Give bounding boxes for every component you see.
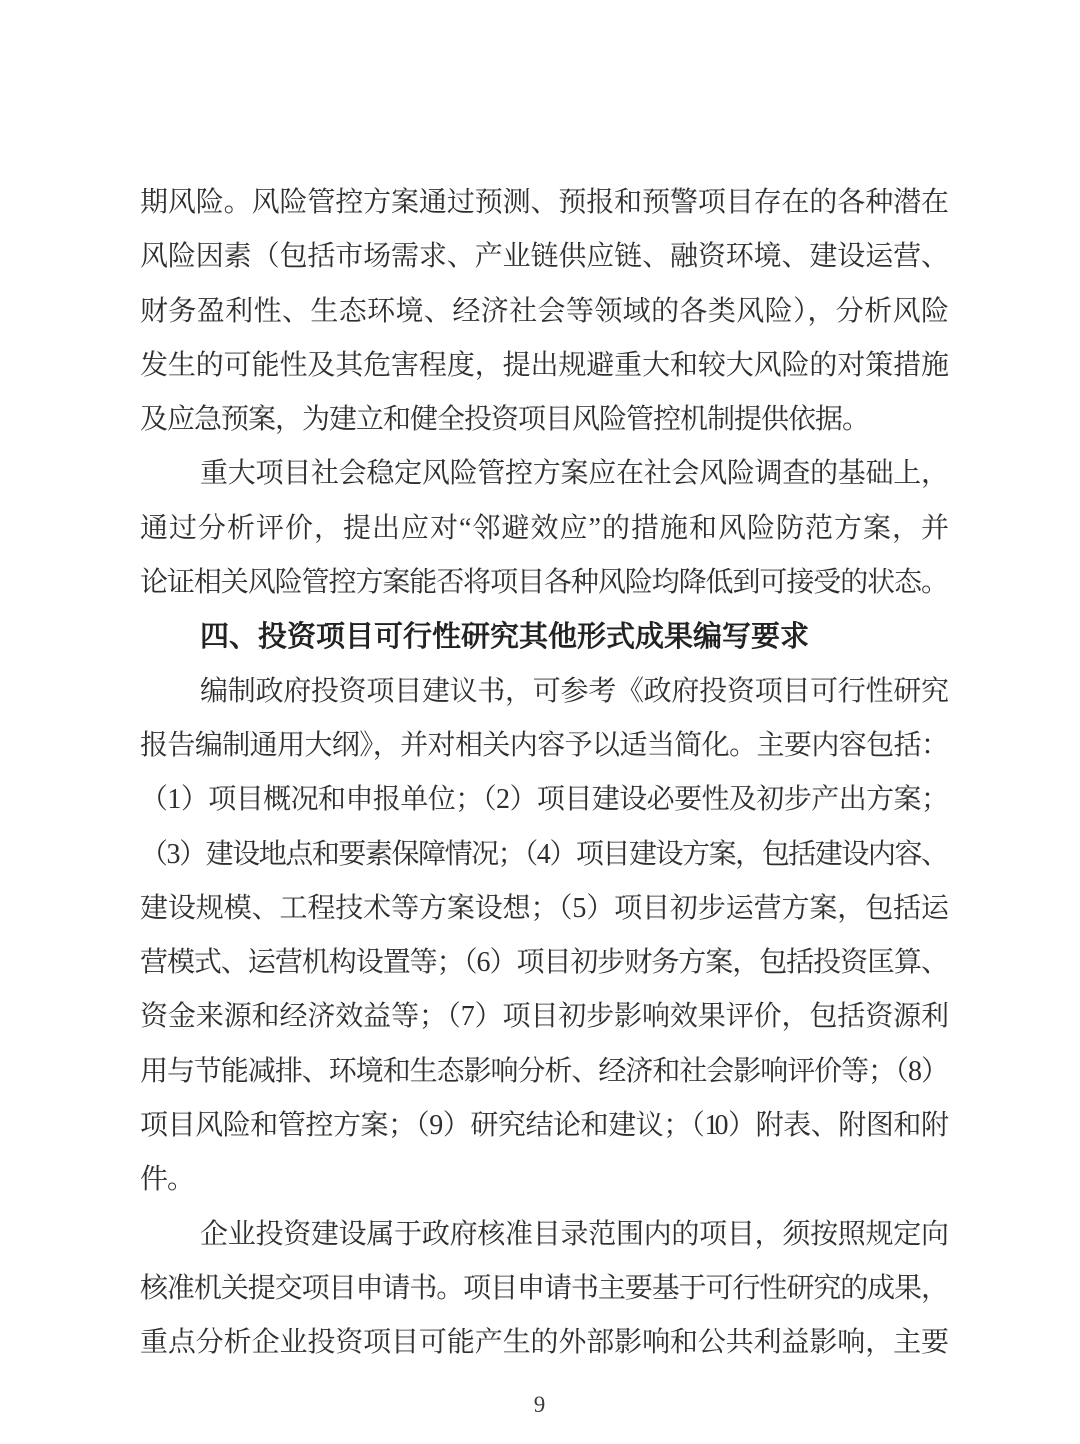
text-line: 重点分析企业投资项目可能产生的外部影响和公共利益影响，主要 bbox=[140, 1327, 945, 1359]
text-line: 报告编制通用大纲》，并对相关内容予以适当简化。主要内容包括： bbox=[140, 729, 945, 761]
page-number: 9 bbox=[533, 1392, 547, 1417]
body-text bbox=[140, 176, 945, 1371]
text-line: 发生的可能性及其危害程度，提出规避重大和较大风险的对策措施 bbox=[140, 349, 945, 381]
text-line: 营模式、运营机构设置等；（6）项目初步财务方案，包括投资匡算、 bbox=[140, 947, 945, 979]
text-line: 财务盈利性、生态环境、经济社会等领域的各类风险），分析风险 bbox=[140, 295, 945, 327]
text-line: 期风险。风险管控方案通过预测、预报和预警项目存在的各种潜在 bbox=[140, 187, 945, 218]
text-line: 项目风险和管控方案；（9）研究结论和建议；（10）附表、附图和附 bbox=[140, 1110, 945, 1142]
text-line: 重大项目社会稳定风险管控方案应在社会风险调查的基础上， bbox=[200, 458, 945, 490]
text-line: 风险因素（包括市场需求、产业链供应链、融资环境、建设运营、 bbox=[140, 241, 945, 273]
text-line: 论证相关风险管控方案能否将项目各种风险均降低到可接受的状态。 bbox=[140, 567, 945, 599]
text-line: 建设规模、工程技术等方案设想；（5）项目初步运营方案，包括运 bbox=[140, 892, 945, 924]
text-line: （1）项目概况和申报单位；（2）项目建设必要性及初步产出方案； bbox=[140, 784, 945, 816]
text-line: 件。 bbox=[140, 1164, 195, 1196]
text-line: 通过分析评价，提出应对“邻避效应”的措施和风险防范方案，并 bbox=[140, 512, 945, 544]
text-line: 企业投资建设属于政府核准目录范围内的项目，须按照规定向 bbox=[200, 1218, 945, 1250]
text-line: 及应急预案，为建立和健全投资项目风险管控机制提供依据。 bbox=[140, 404, 870, 436]
text-line: 用与节能减排、环境和生态影响分析、经济和社会影响评价等；（8） bbox=[140, 1055, 945, 1087]
text-line: （3）建设地点和要素保障情况；（4）项目建设方案，包括建设内容、 bbox=[140, 838, 945, 870]
text-line: 编制政府投资项目建议书，可参考《政府投资项目可行性研究 bbox=[200, 675, 945, 707]
section-heading: 四、投资项目可行性研究其他形式成果编写要求 bbox=[200, 621, 810, 654]
text-line: 核准机关提交项目申请书。项目申请书主要基于可行性研究的成果， bbox=[140, 1272, 945, 1304]
text-line: 资金来源和经济效益等；（7）项目初步影响效果评价，包括资源利 bbox=[140, 1001, 945, 1033]
